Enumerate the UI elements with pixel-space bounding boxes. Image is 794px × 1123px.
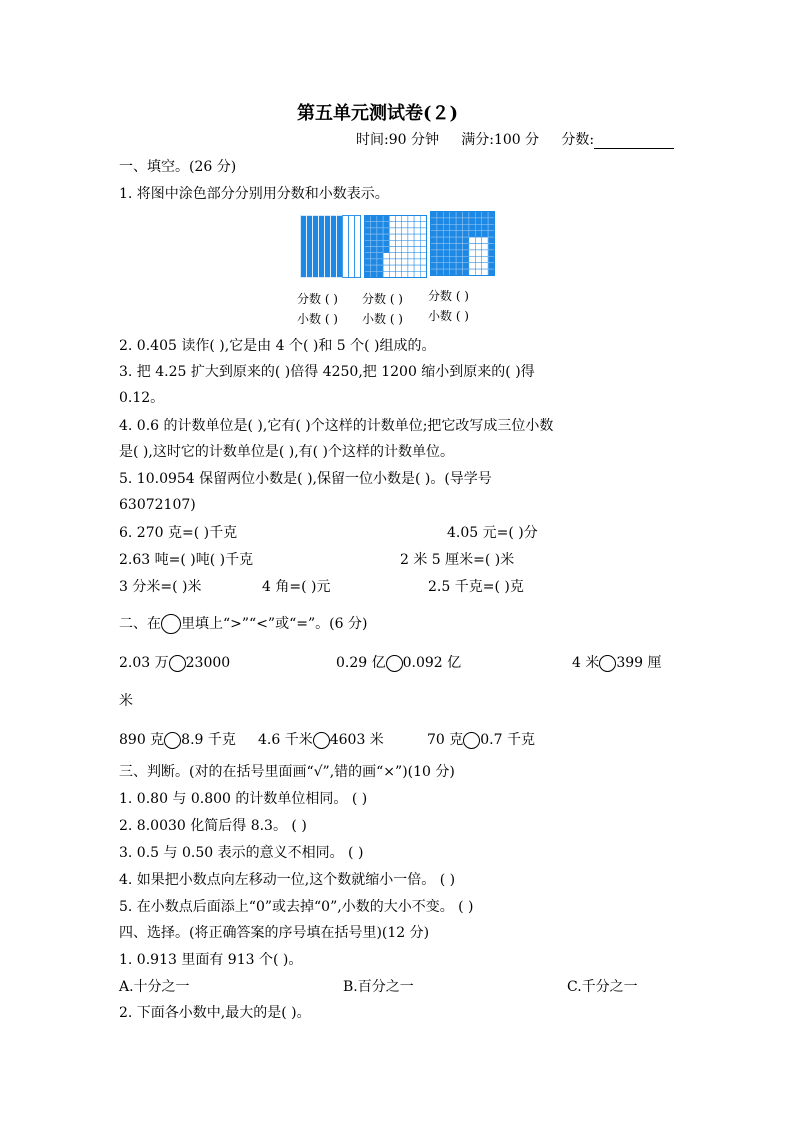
grid-cell bbox=[469, 237, 475, 243]
grid-cell bbox=[437, 250, 443, 256]
grid-cell bbox=[475, 237, 481, 243]
grid-cell bbox=[396, 234, 402, 240]
grid-cell bbox=[377, 216, 383, 222]
grid-cell bbox=[482, 250, 488, 256]
grid-cell bbox=[420, 271, 426, 277]
grid-cell bbox=[365, 216, 371, 222]
fig2-decimal-label: 小数 ( ) bbox=[362, 312, 403, 326]
grid-cell bbox=[420, 265, 426, 271]
grid-cell bbox=[463, 250, 469, 256]
grid-cell bbox=[402, 271, 408, 277]
grid-cell bbox=[365, 247, 371, 253]
grid-cell bbox=[396, 222, 402, 228]
grid-cell bbox=[377, 247, 383, 253]
circle-icon bbox=[161, 614, 181, 634]
grid-cell bbox=[377, 259, 383, 265]
grid-cell bbox=[431, 218, 437, 224]
grid-cell bbox=[431, 269, 437, 275]
grid-cell bbox=[463, 269, 469, 275]
compare-3-circle[interactable] bbox=[599, 655, 616, 672]
grid-cell bbox=[377, 222, 383, 228]
grid-cell bbox=[475, 224, 481, 230]
grid-cell bbox=[431, 212, 437, 218]
grid-cell bbox=[456, 224, 462, 230]
grid-cell bbox=[437, 256, 443, 262]
grid-cell bbox=[414, 222, 420, 228]
grid-cell bbox=[475, 269, 481, 275]
score-blank[interactable] bbox=[594, 134, 674, 149]
grid-cell bbox=[450, 237, 456, 243]
grid-cell bbox=[420, 259, 426, 265]
fig1-decimal-label: 小数 ( ) bbox=[297, 312, 338, 326]
grid-cell bbox=[450, 224, 456, 230]
choice-q1-option-a[interactable]: A.十分之一 bbox=[119, 979, 190, 995]
grid-cell bbox=[420, 247, 426, 253]
compare-3-left: 4 米 bbox=[572, 655, 600, 671]
grid-cell bbox=[475, 218, 481, 224]
grid-cell bbox=[396, 259, 402, 265]
grid-cell bbox=[383, 253, 389, 259]
grid-cell bbox=[396, 216, 402, 222]
grid-cell bbox=[402, 247, 408, 253]
compare-4-right: 8.9 千克 bbox=[181, 732, 236, 748]
compare-1-left: 2.03 万 bbox=[119, 655, 169, 671]
grid-cell bbox=[456, 218, 462, 224]
section-4-header: 四、选择。(将正确答案的序号填在括号里)(12 分) bbox=[119, 925, 430, 941]
grid-cell bbox=[443, 224, 449, 230]
grid-cell bbox=[456, 244, 462, 250]
grid-cell bbox=[488, 244, 494, 250]
q1-1: 1. 将图中涂色部分分别用分数和小数表示。 bbox=[119, 186, 389, 202]
grid-cell bbox=[431, 244, 437, 250]
grid-cell bbox=[469, 269, 475, 275]
grid-cell bbox=[420, 216, 426, 222]
grid-cell bbox=[383, 265, 389, 271]
grid-cell bbox=[377, 240, 383, 246]
q1-3a: 3. 把 4.25 扩大到原来的( )倍得 4250,把 1200 缩小到原来的( )得 bbox=[119, 364, 535, 380]
compare-2-circle[interactable] bbox=[386, 655, 403, 672]
grid-cell bbox=[450, 244, 456, 250]
fraction-figure-hundredths-a bbox=[364, 215, 428, 279]
grid-cell bbox=[383, 234, 389, 240]
grid-cell bbox=[437, 218, 443, 224]
grid-cell bbox=[482, 256, 488, 262]
grid-cell bbox=[402, 216, 408, 222]
grid-cell bbox=[414, 271, 420, 277]
grid-cell bbox=[389, 234, 395, 240]
grid-cell bbox=[371, 228, 377, 234]
grid-cell bbox=[402, 240, 408, 246]
grid-cell bbox=[469, 250, 475, 256]
grid-cell bbox=[383, 247, 389, 253]
q1-6-part5: 3 分米=( )米 bbox=[119, 579, 202, 595]
fig1-fraction-label: 分数 ( ) bbox=[297, 292, 338, 306]
grid-cell bbox=[469, 263, 475, 269]
grid-cell bbox=[482, 212, 488, 218]
grid-cell bbox=[420, 253, 426, 259]
compare-5 bbox=[258, 731, 384, 749]
grid-cell bbox=[414, 247, 420, 253]
grid-cell bbox=[402, 222, 408, 228]
grid-cell bbox=[482, 244, 488, 250]
strip-cell bbox=[337, 216, 343, 278]
section-2-header-pre: 二、在 bbox=[119, 616, 161, 632]
compare-2-right: 0.092 亿 bbox=[402, 655, 462, 671]
q1-6-part3: 2.63 吨=( )吨( )千克 bbox=[119, 552, 254, 568]
section-3-header: 三、判断。(对的在括号里面画“√”,错的画“×”)(10 分) bbox=[119, 764, 455, 780]
fig3-fraction-label: 分数 ( ) bbox=[428, 289, 469, 303]
grid-cell bbox=[482, 263, 488, 269]
choice-q1-option-c[interactable]: C.千分之一 bbox=[567, 979, 638, 995]
grid-cell bbox=[402, 228, 408, 234]
grid-cell bbox=[482, 218, 488, 224]
grid-cell bbox=[383, 222, 389, 228]
grid-cell bbox=[469, 218, 475, 224]
grid-cell bbox=[402, 259, 408, 265]
grid-cell bbox=[431, 231, 437, 237]
grid-cell bbox=[431, 263, 437, 269]
grid-cell bbox=[389, 222, 395, 228]
compare-4 bbox=[119, 731, 236, 749]
grid-cell bbox=[475, 250, 481, 256]
grid-cell bbox=[420, 228, 426, 234]
compare-5-right: 4603 米 bbox=[329, 732, 384, 748]
grid-cell bbox=[402, 234, 408, 240]
grid-cell bbox=[437, 231, 443, 237]
compare-5-circle[interactable] bbox=[313, 732, 330, 749]
grid-cell bbox=[402, 253, 408, 259]
grid-cell bbox=[389, 247, 395, 253]
grid-cell bbox=[365, 259, 371, 265]
grid-cell bbox=[389, 265, 395, 271]
grid-cell bbox=[414, 265, 420, 271]
compare-2-left: 0.29 亿 bbox=[336, 655, 386, 671]
grid-cell bbox=[475, 212, 481, 218]
grid-cell bbox=[488, 256, 494, 262]
score-label: 分数: bbox=[561, 132, 595, 148]
grid-cell bbox=[414, 216, 420, 222]
grid-cell bbox=[456, 237, 462, 243]
grid-cell bbox=[488, 218, 494, 224]
q1-6-part4: 2 米 5 厘米=( )米 bbox=[400, 552, 515, 568]
q1-6-part7: 2.5 千克=( )克 bbox=[428, 579, 524, 595]
grid-cell bbox=[488, 212, 494, 218]
grid-cell bbox=[456, 256, 462, 262]
grid-cell bbox=[396, 240, 402, 246]
q1-5b: 63072107) bbox=[119, 497, 196, 513]
full-score: 满分:100 分 bbox=[461, 132, 540, 148]
grid-cell bbox=[396, 265, 402, 271]
compare-1-circle[interactable] bbox=[169, 655, 186, 672]
grid-cell bbox=[420, 222, 426, 228]
grid-cell bbox=[463, 218, 469, 224]
compare-3-right: 399 厘 bbox=[616, 655, 662, 671]
grid-cell bbox=[371, 265, 377, 271]
exam-meta bbox=[356, 131, 674, 149]
grid-cell bbox=[463, 244, 469, 250]
grid-cell bbox=[463, 224, 469, 230]
grid-cell bbox=[383, 240, 389, 246]
grid-cell bbox=[431, 256, 437, 262]
grid-cell bbox=[488, 263, 494, 269]
strip-cell bbox=[325, 216, 331, 278]
grid-cell bbox=[377, 271, 383, 277]
compare-1-right: 23000 bbox=[185, 655, 231, 671]
grid-cell bbox=[377, 265, 383, 271]
strip-cell bbox=[307, 216, 313, 278]
q1-6-part1: 6. 270 克=( )千克 bbox=[119, 525, 238, 541]
grid-cell bbox=[414, 228, 420, 234]
compare-6-circle[interactable] bbox=[463, 732, 480, 749]
section-1-header: 一、填空。(26 分) bbox=[119, 159, 237, 175]
grid-cell bbox=[408, 222, 414, 228]
grid-cell bbox=[365, 234, 371, 240]
grid-cell bbox=[443, 250, 449, 256]
grid-cell bbox=[389, 259, 395, 265]
judge-item-1: 1. 0.80 与 0.800 的计数单位相同。 ( ) bbox=[119, 791, 368, 807]
choice-q1-option-b[interactable]: B.百分之一 bbox=[343, 979, 414, 995]
grid-cell bbox=[383, 271, 389, 277]
grid-cell bbox=[488, 269, 494, 275]
grid-cell bbox=[450, 250, 456, 256]
grid-cell bbox=[469, 212, 475, 218]
grid-cell bbox=[437, 237, 443, 243]
grid-cell bbox=[437, 212, 443, 218]
page-title: 第五单元测试卷(２) bbox=[297, 103, 459, 124]
grid-cell bbox=[365, 228, 371, 234]
grid-cell bbox=[371, 240, 377, 246]
q1-3b: 0.12。 bbox=[119, 390, 165, 406]
judge-item-2: 2. 8.0030 化简后得 8.3。 ( ) bbox=[119, 818, 307, 834]
grid-cell bbox=[389, 216, 395, 222]
fraction-figure-hundredths-b bbox=[430, 211, 496, 277]
grid-cell bbox=[408, 265, 414, 271]
grid-cell bbox=[437, 269, 443, 275]
strip-cell bbox=[343, 216, 349, 278]
choice-q1: 1. 0.913 里面有 913 个( )。 bbox=[119, 952, 303, 968]
grid-cell bbox=[463, 212, 469, 218]
grid-cell bbox=[408, 247, 414, 253]
grid-cell bbox=[469, 231, 475, 237]
grid-cell bbox=[443, 231, 449, 237]
grid-cell bbox=[450, 263, 456, 269]
compare-6 bbox=[427, 731, 535, 749]
compare-6-right: 0.7 千克 bbox=[480, 732, 535, 748]
grid-cell bbox=[377, 234, 383, 240]
grid-cell bbox=[408, 253, 414, 259]
grid-cell bbox=[365, 222, 371, 228]
strip-cell bbox=[313, 216, 319, 278]
grid-cell bbox=[469, 256, 475, 262]
section-2-header bbox=[119, 614, 367, 634]
grid-cell bbox=[414, 234, 420, 240]
grid-cell bbox=[408, 228, 414, 234]
grid-cell bbox=[396, 228, 402, 234]
grid-cell bbox=[365, 265, 371, 271]
q1-6-part2: 4.05 元=( )分 bbox=[447, 525, 538, 541]
fraction-figure-tenths bbox=[300, 215, 362, 279]
q1-6-part6: 4 角=( )元 bbox=[262, 579, 331, 595]
grid-cell bbox=[469, 244, 475, 250]
grid-cell bbox=[443, 237, 449, 243]
grid-cell bbox=[443, 244, 449, 250]
grid-cell bbox=[482, 269, 488, 275]
grid-cell bbox=[408, 271, 414, 277]
grid-cell bbox=[371, 222, 377, 228]
grid-cell bbox=[443, 269, 449, 275]
grid-cell bbox=[456, 212, 462, 218]
grid-cell bbox=[475, 231, 481, 237]
grid-cell bbox=[389, 240, 395, 246]
grid-cell bbox=[365, 253, 371, 259]
grid-cell bbox=[383, 228, 389, 234]
grid-cell bbox=[408, 216, 414, 222]
grid-cell bbox=[482, 237, 488, 243]
grid-cell bbox=[396, 247, 402, 253]
grid-cell bbox=[488, 231, 494, 237]
grid-cell bbox=[431, 224, 437, 230]
grid-cell bbox=[365, 240, 371, 246]
grid-cell bbox=[475, 256, 481, 262]
grid-cell bbox=[475, 244, 481, 250]
grid-cell bbox=[437, 263, 443, 269]
grid-cell bbox=[437, 244, 443, 250]
grid-cell bbox=[389, 228, 395, 234]
strip-cell bbox=[331, 216, 337, 278]
grid-cell bbox=[377, 228, 383, 234]
strip-cell bbox=[319, 216, 325, 278]
grid-cell bbox=[443, 212, 449, 218]
grid-cell bbox=[389, 271, 395, 277]
grid-cell bbox=[420, 234, 426, 240]
grid-cell bbox=[371, 271, 377, 277]
compare-4-circle[interactable] bbox=[164, 732, 181, 749]
grid-cell bbox=[377, 253, 383, 259]
compare-4-left: 890 克 bbox=[119, 732, 165, 748]
grid-cell bbox=[450, 269, 456, 275]
grid-cell bbox=[482, 224, 488, 230]
judge-item-4: 4. 如果把小数点向左移动一位,这个数就缩小一倍。 ( ) bbox=[119, 872, 456, 888]
time-limit: 时间:90 分钟 bbox=[356, 132, 439, 148]
compare-3-wrap: 米 bbox=[119, 693, 133, 709]
grid-cell bbox=[371, 234, 377, 240]
grid-cell bbox=[371, 216, 377, 222]
grid-cell bbox=[371, 259, 377, 265]
grid-cell bbox=[456, 269, 462, 275]
grid-cell bbox=[463, 263, 469, 269]
grid-cell bbox=[488, 224, 494, 230]
grid-cell bbox=[365, 271, 371, 277]
strip-cell bbox=[355, 216, 361, 278]
grid-cell bbox=[408, 234, 414, 240]
compare-2 bbox=[336, 654, 461, 672]
section-2-header-post: 里填上“>”“<”或“=”。(6 分) bbox=[181, 616, 368, 632]
grid-cell bbox=[463, 256, 469, 262]
grid-cell bbox=[437, 224, 443, 230]
compare-6-left: 70 克 bbox=[427, 732, 464, 748]
strip-cell bbox=[301, 216, 307, 278]
q1-4b: 是( ),这时它的计数单位是( ),有( )个这样的计数单位。 bbox=[119, 444, 455, 460]
compare-3 bbox=[572, 654, 662, 672]
fig3-decimal-label: 小数 ( ) bbox=[428, 309, 469, 323]
grid-cell bbox=[482, 231, 488, 237]
grid-cell bbox=[383, 216, 389, 222]
grid-cell bbox=[469, 224, 475, 230]
judge-item-5: 5. 在小数点后面添上“0”或去掉“0”,小数的大小不变。 ( ) bbox=[119, 899, 474, 915]
judge-item-3: 3. 0.5 与 0.50 表示的意义不相同。 ( ) bbox=[119, 845, 364, 861]
grid-cell bbox=[450, 231, 456, 237]
grid-cell bbox=[389, 253, 395, 259]
grid-cell bbox=[408, 240, 414, 246]
choice-q2: 2. 下面各小数中,最大的是( )。 bbox=[119, 1005, 311, 1021]
grid-cell bbox=[402, 265, 408, 271]
grid-cell bbox=[488, 250, 494, 256]
compare-1 bbox=[119, 654, 230, 672]
compare-5-left: 4.6 千米 bbox=[258, 732, 313, 748]
grid-cell bbox=[371, 253, 377, 259]
grid-cell bbox=[488, 237, 494, 243]
grid-cell bbox=[431, 237, 437, 243]
fig2-fraction-label: 分数 ( ) bbox=[362, 292, 403, 306]
grid-cell bbox=[431, 250, 437, 256]
grid-cell bbox=[456, 231, 462, 237]
grid-cell bbox=[450, 212, 456, 218]
grid-cell bbox=[396, 253, 402, 259]
grid-cell bbox=[475, 263, 481, 269]
grid-cell bbox=[443, 263, 449, 269]
grid-cell bbox=[383, 259, 389, 265]
grid-cell bbox=[414, 240, 420, 246]
grid-cell bbox=[443, 218, 449, 224]
grid-cell bbox=[450, 218, 456, 224]
grid-cell bbox=[408, 259, 414, 265]
strip-cell bbox=[349, 216, 355, 278]
q1-5a: 5. 10.0954 保留两位小数是( ),保留一位小数是( )。(导学号 bbox=[119, 471, 492, 487]
grid-cell bbox=[463, 237, 469, 243]
grid-cell bbox=[450, 256, 456, 262]
grid-cell bbox=[396, 271, 402, 277]
grid-cell bbox=[456, 250, 462, 256]
grid-cell bbox=[414, 259, 420, 265]
grid-cell bbox=[443, 256, 449, 262]
grid-cell bbox=[463, 231, 469, 237]
grid-cell bbox=[456, 263, 462, 269]
grid-cell bbox=[414, 253, 420, 259]
grid-cell bbox=[420, 240, 426, 246]
grid-cell bbox=[371, 247, 377, 253]
q1-4a: 4. 0.6 的计数单位是( ),它有( )个这样的计数单位;把它改写成三位小数 bbox=[119, 418, 554, 434]
q1-2: 2. 0.405 读作( ),它是由 4 个( )和 5 个( )组成的。 bbox=[119, 338, 436, 354]
